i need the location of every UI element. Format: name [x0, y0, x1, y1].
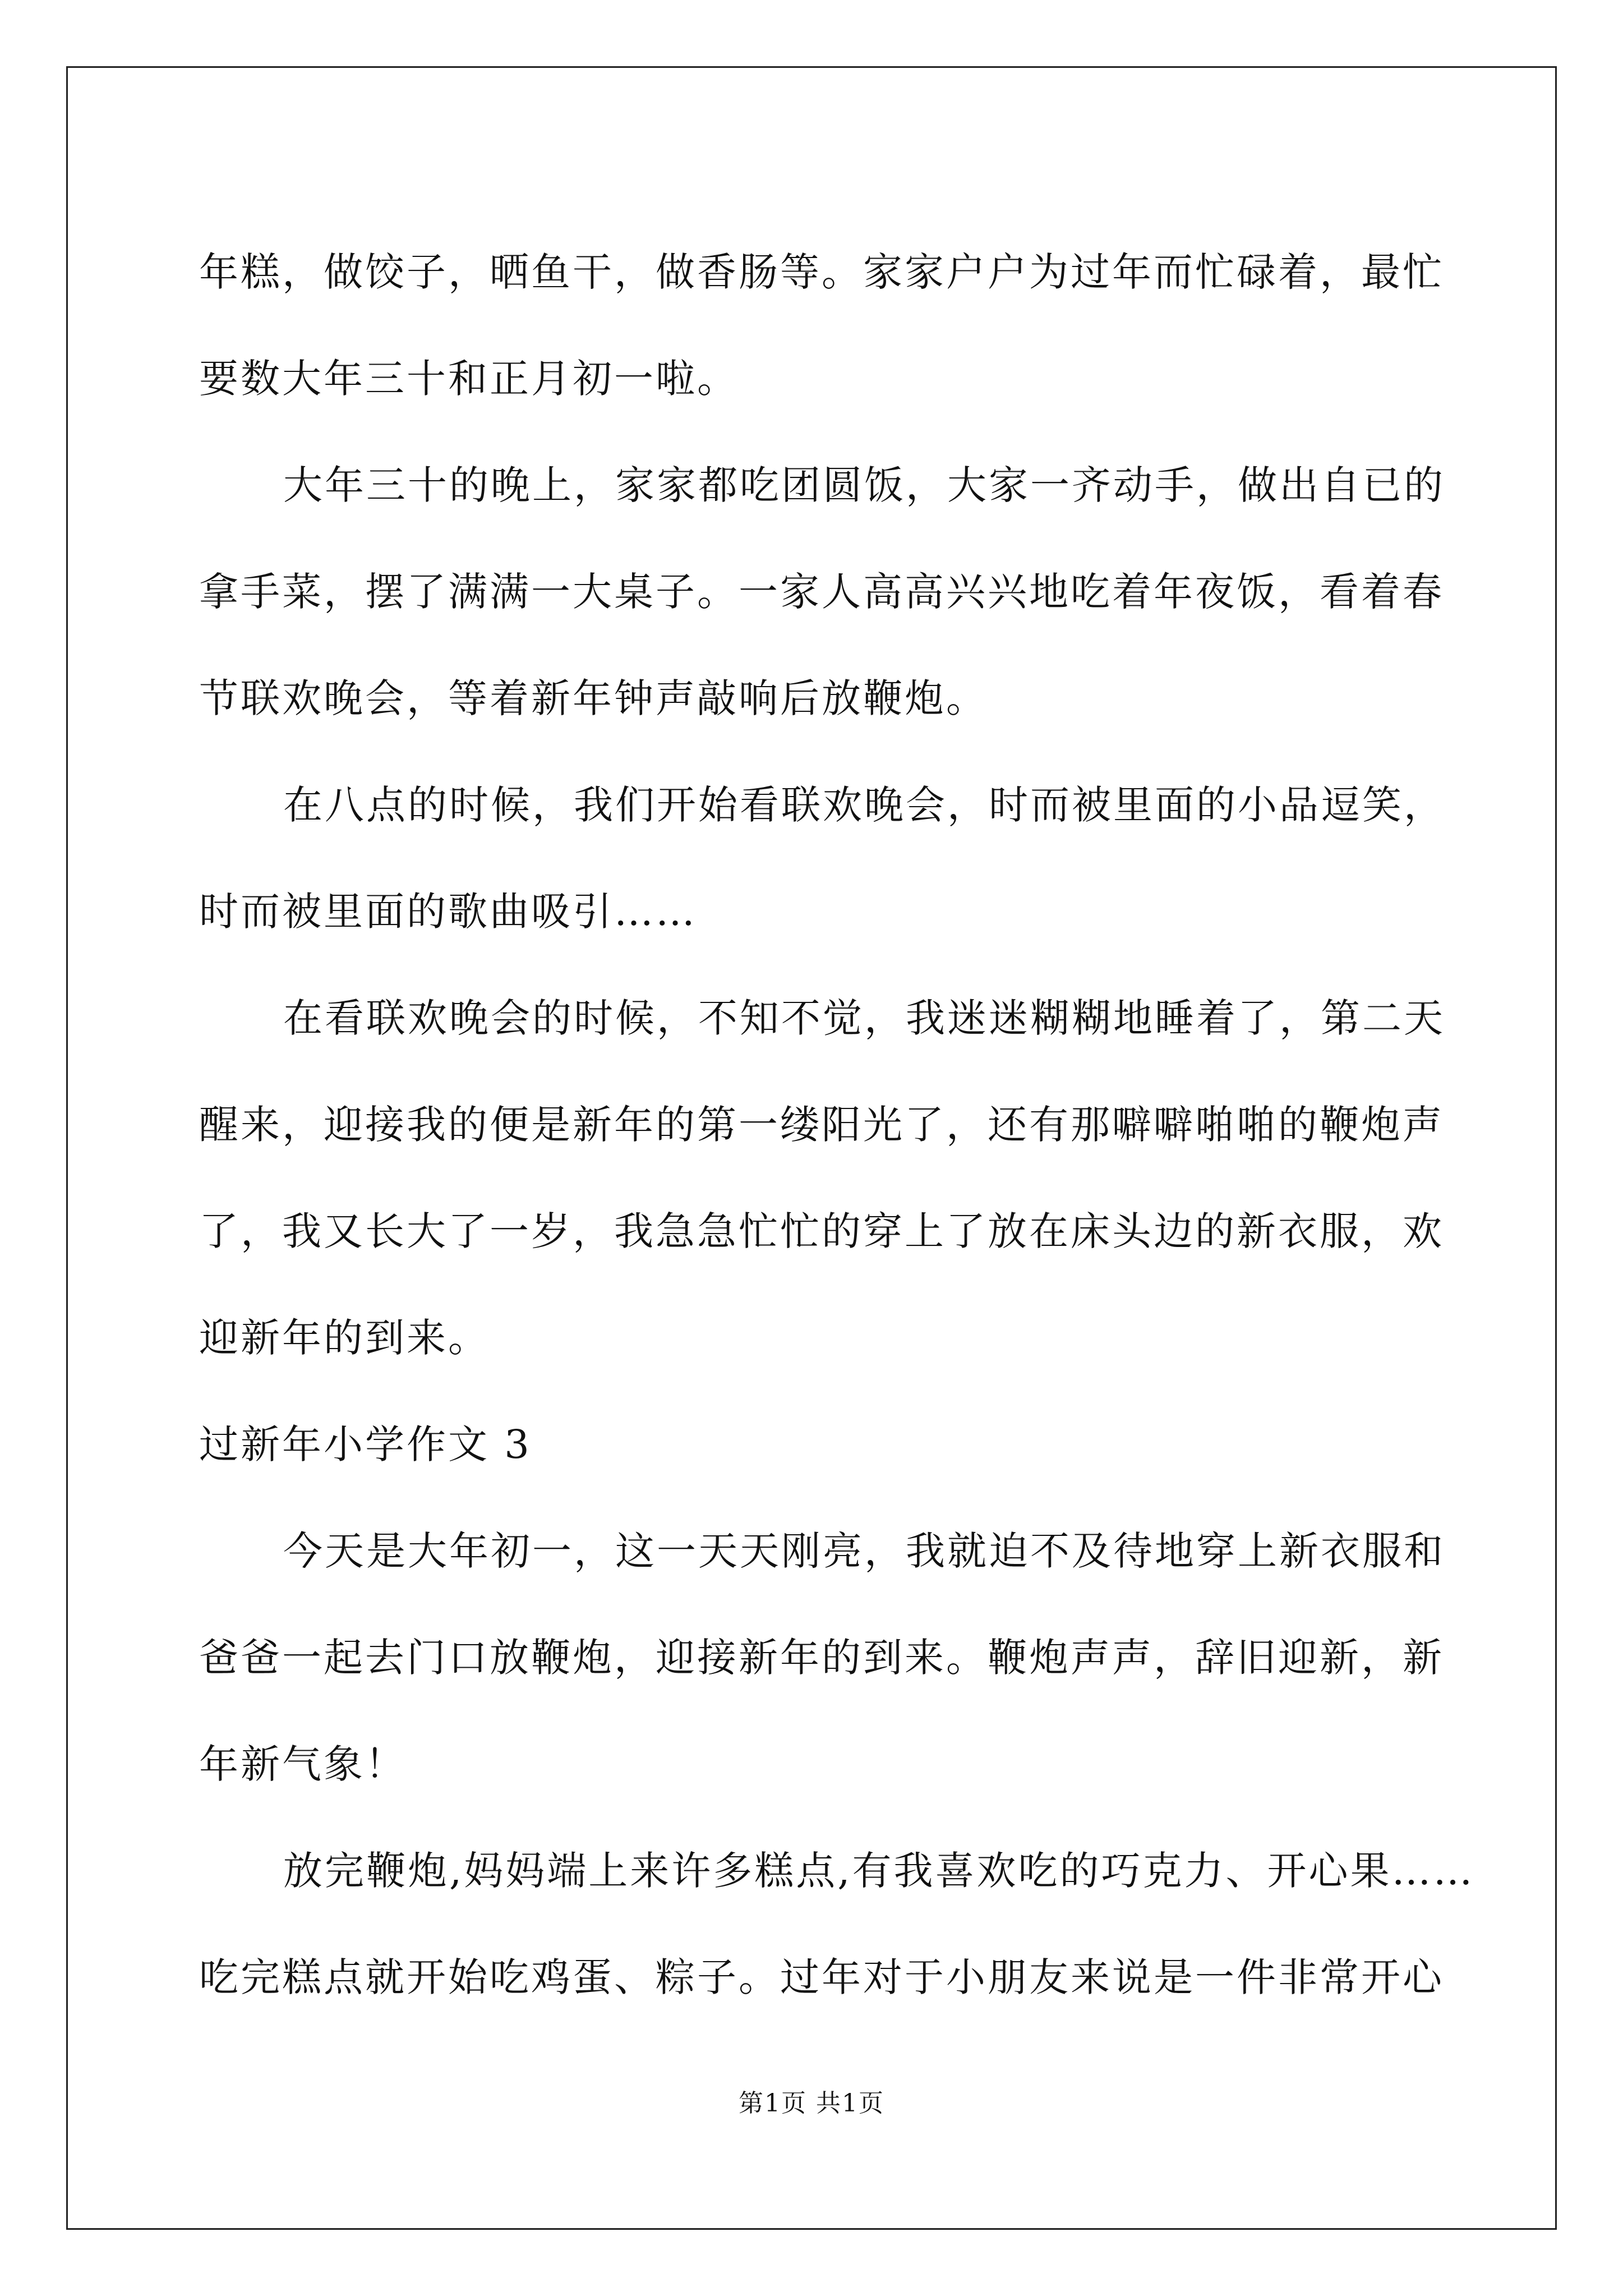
paragraph: [199, 432, 1445, 752]
paragraph: [199, 965, 1445, 1391]
text-line: 爸爸一起去门口放鞭炮，迎接新年的到来。鞭炮声声，辞旧迎新，新: [199, 1635, 1444, 1681]
paragraph: [199, 1818, 1475, 2031]
text-line: 拿手菜，摆了满满一大桌子。一家人高高兴兴地吃着年夜饭，看着春: [199, 569, 1444, 615]
text-line: 时而被里面的歌曲吸引……: [199, 889, 697, 935]
text-line: 在八点的时候，我们开始看联欢晚会，时而被里面的小品逗笑，: [283, 782, 1445, 828]
text-line: 要数大年三十和正月初一啦。: [199, 356, 739, 402]
text-line: 迎新年的到来。: [199, 1315, 490, 1361]
text-line: 年糕，做饺子，晒鱼干，做香肠等。家家户户为过年而忙碌着，最忙: [199, 249, 1444, 295]
text-line: 在看联欢晚会的时候，不知不觉，我迷迷糊糊地睡着了，第二天: [283, 995, 1445, 1041]
section-heading: 过新年小学作文 3: [199, 1421, 532, 1467]
text-line: 年新气象！: [199, 1741, 407, 1787]
text-line: 节联欢晚会，等着新年钟声敲响后放鞭炮。: [199, 675, 988, 721]
paragraph: [199, 752, 1445, 965]
paragraph: [199, 219, 1444, 432]
text-line: 了，我又长大了一岁，我急急忙忙的穿上了放在床头边的新衣服，欢: [199, 1208, 1444, 1254]
paragraph: [199, 1498, 1445, 1818]
document-body: [199, 219, 1475, 2031]
text-line: 吃完糕点就开始吃鸡蛋、粽子。过年对于小朋友来说是一件非常开心: [199, 1954, 1444, 2000]
page-footer: 第1页 共1页: [739, 2089, 884, 2118]
text-line: 放完鞭炮,妈妈端上来许多糕点,有我喜欢吃的巧克力、开心果……: [283, 1848, 1475, 1894]
text-line: 大年三十的晚上，家家都吃团圆饭，大家一齐动手，做出自已的: [283, 462, 1445, 508]
text-line: 今天是大年初一，这一天天刚亮，我就迫不及待地穿上新衣服和: [283, 1528, 1445, 1574]
text-line: 醒来，迎接我的便是新年的第一缕阳光了，还有那噼噼啪啪的鞭炮声: [199, 1102, 1444, 1148]
